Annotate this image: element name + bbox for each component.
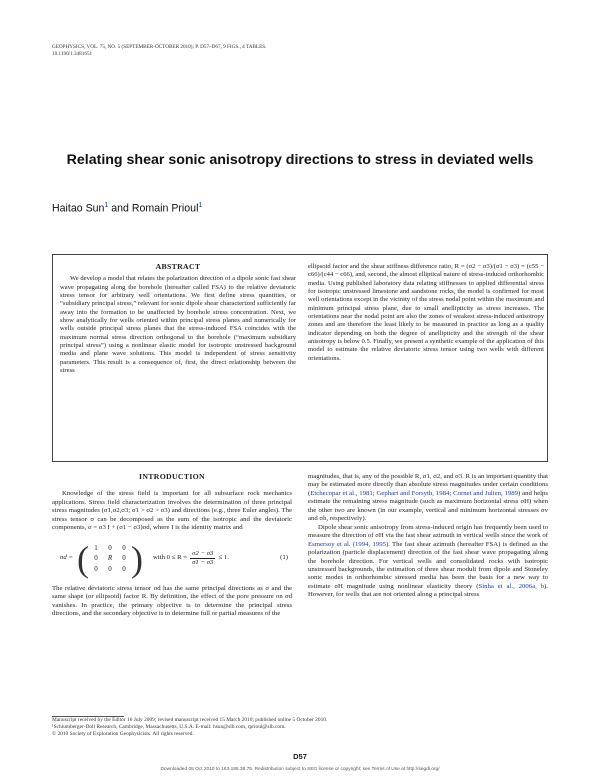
text-run: ). However, for wells that are not oriented along a principal stress [308, 582, 548, 599]
paper-title: Relating shear sonic anisotropy directions to stress in deviated wells [66, 152, 534, 168]
text-run: ; [372, 489, 377, 497]
journal-header [52, 44, 266, 58]
abstract-left-column [60, 263, 296, 375]
body-left-column [52, 473, 292, 619]
footnote-copyright: © 2010 Society of Exploration Geophysicists. All rights reserved. [52, 731, 194, 738]
equation-tail: ≤ 1. [218, 554, 229, 562]
abstract-text: We develop a model that relates the polarization direction of a dipole sonic fast shear wave propagating along the borehole (hereafter called FSA) to the relative deviatoric stress tensor for arbitrary well orientations. We first define stress quantities, or “subsidiary principal stress,” relevant for sonic dipole shear characterized sufficiently far away into the formation to be unaffected by borehole stress concentration. Next, we show analytically for wells oriented within principal stress planes and numerically for wells outside principal stress planes that the stress-induced FSA coincides with the maximum normal stress direction orthogonal to the borehole (“maximum subsidiary principal stress”) using a nonlinear elastic model for isotropic unstressed background media and plane wave solutions. This model is independent of stress sensitivity parameters. This result is a consequence of, first, the direct relationship between the stress [60, 275, 296, 375]
journal-citation: GEOPHYSICS, VOL. 75, NO. 5 (SEPTEMBER-OCTOBER 2010); P. D57–D67, 9 FIGS., 4 TABLES. [52, 44, 267, 50]
paragraph [308, 524, 548, 600]
page-number: D57 [293, 752, 307, 761]
left-paren: ( [76, 538, 89, 579]
text-run: ; [449, 489, 454, 497]
fraction-denominator: σ1 − σ3 [192, 559, 214, 567]
matrix-cell: 1 [94, 544, 98, 553]
text-run: . The fast shear azimuth (hereafter FSA) is defined as the polarization (particle displacement) direction of the fast shear wave propagating along the borehole direction. For vertical wells and consolidated rocks with isotropic unstressed backgrounds, the estimation of three shear moduli from dipole and Stoneley sonic modes in orthorhombic stressed media has been the basis for a new way to estimate σH magnitude using nonlinear elasticity theory ( [308, 540, 548, 590]
deviatoric-matrix [76, 538, 143, 579]
author-line [52, 202, 202, 215]
matrix-cell: R [107, 554, 113, 563]
citation-link[interactable]: Cornet and Julien, 1989 [453, 489, 519, 497]
citation-link[interactable]: Etchecopar et al., 1981 [310, 489, 373, 497]
fraction-numerator: σ2 − σ3 [190, 550, 215, 559]
text-run: magnitudes, that is, any of the possible R, σ1, σ2, and σ3. R is an important quantity that may be estimated more directly than absolute stress magnitudes under certain conditions ( [308, 473, 548, 497]
text-run: ) and helps estimate the remaining stress magnitude (such as maximum horizontal stress σH) when the other two are known (in our example, vertical and minimum horizontal stresses σv and σh, respectively). [308, 489, 548, 523]
matrix-cell: 0 [122, 564, 126, 573]
matrix-grid [89, 544, 131, 573]
journal-doi: 10.1190/1.3481651 [52, 51, 93, 57]
author-name: Haitao Sun [52, 202, 105, 215]
citation-link[interactable]: Gephart and Forsyth, 1984 [376, 489, 450, 497]
fraction [190, 550, 215, 568]
equation-1 [60, 538, 292, 579]
footnotes [52, 717, 548, 738]
abstract-heading: ABSTRACT [155, 262, 201, 271]
equation-number: (1) [280, 554, 288, 562]
footnote-received: Manuscript received by the Editor 16 July 2009; revised manuscript received 15 March 2010; published online 5 October 2010. [52, 717, 328, 723]
footnote-affiliation: ¹Schlumberger-Doll Research, Cambridge, Massachusetts, U.S.A. E-mail: hsun@slb.com, rprioul@slb.com. [52, 724, 286, 731]
matrix-cell: 0 [94, 554, 98, 563]
paragraph [308, 473, 548, 524]
citation-link[interactable]: Sinha et al., 2006a, b [478, 582, 545, 590]
matrix-cell: 0 [108, 544, 112, 553]
citation-link[interactable]: Esmersoy et al. (1994, 1995) [308, 540, 389, 548]
right-paren: ) [130, 538, 143, 579]
matrix-cell: 0 [108, 564, 112, 573]
abstract-right-column [308, 263, 544, 363]
paragraph: Knowledge of the stress field is important for all subsurface rock mechanics applications. Stress field characterization involves the determination of three principal stress magnitudes (σ1,σ2,σ3; σ1 > σ2 > σ3) and directions (e.g., three Euler angles). The stress tensor σ can be decomposed as the sum of the isotropic and the deviatoric components, σ = σ3 I + (σ1 − σ3)σd, where I is the identity matrix and [52, 490, 292, 532]
affiliation-marker[interactable]: 1 [198, 202, 203, 209]
author-connector: and [108, 202, 132, 215]
text-run: Dipole shear sonic anisotropy from stress-induced origin has frequently been used to measure the direction of σH via the fast shear azimuth in vertical wells since the work of [308, 523, 548, 540]
author-name: Romain Prioul [131, 202, 199, 215]
matrix-cell: 0 [122, 544, 126, 553]
matrix-cell: 0 [94, 564, 98, 573]
affiliation-marker[interactable]: 1 [104, 202, 109, 209]
download-notice: Downloaded 08 Oct 2010 to 163.185.38.75. Redistribution subject to SEG license or copyright; see Terms of Use at http://segdl.org/ [160, 767, 440, 772]
equation-condition: with 0 ≤ R = [152, 554, 188, 562]
matrix-cell: 0 [122, 554, 126, 563]
section-heading-introduction: INTRODUCTION [139, 472, 205, 481]
equation-lhs: σd = [60, 554, 73, 562]
body-right-column [308, 473, 548, 600]
paragraph: The relative deviatoric stress tensor σd has the same principal directions as σ and the same shape (or ellipsoid) factor R. By definition, the effect of the pore pressure on σd vanishes. In practice, the primary objective is to determine the principal stress directions, and the secondary objective is to determine full or partial measures of the [52, 584, 292, 618]
abstract-text: ellipsoid factor and the shear stiffness difference ratio, R = (σ2 − σ3)/(σ1 − σ3) = (c55 − c66)/(c44 − c66), and, second, the almost elliptical nature of stress-induced orthorhombic media. Using published laboratory data relating stiffnesses to applied differential stress for isotropic unstressed limestone and sandstone rocks, the model is confirmed for most well orientations except in the vicinity of the stress nodal point within the maximum and minimum principal stress plane, due to small anellipticity as stress increases. The orientations near the nodal point are also the zones of weakest stress-induced anisotropy zones and are therefore the least likely to be measured in practice as long as a quality indicator depending on both the degree of anellipticity and the strength of the shear anisotropy is below 0.5. Finally, we present a synthetic example of the application of this model to estimate the relative deviatoric stress tensor using two wells with different orientations. [308, 263, 544, 362]
